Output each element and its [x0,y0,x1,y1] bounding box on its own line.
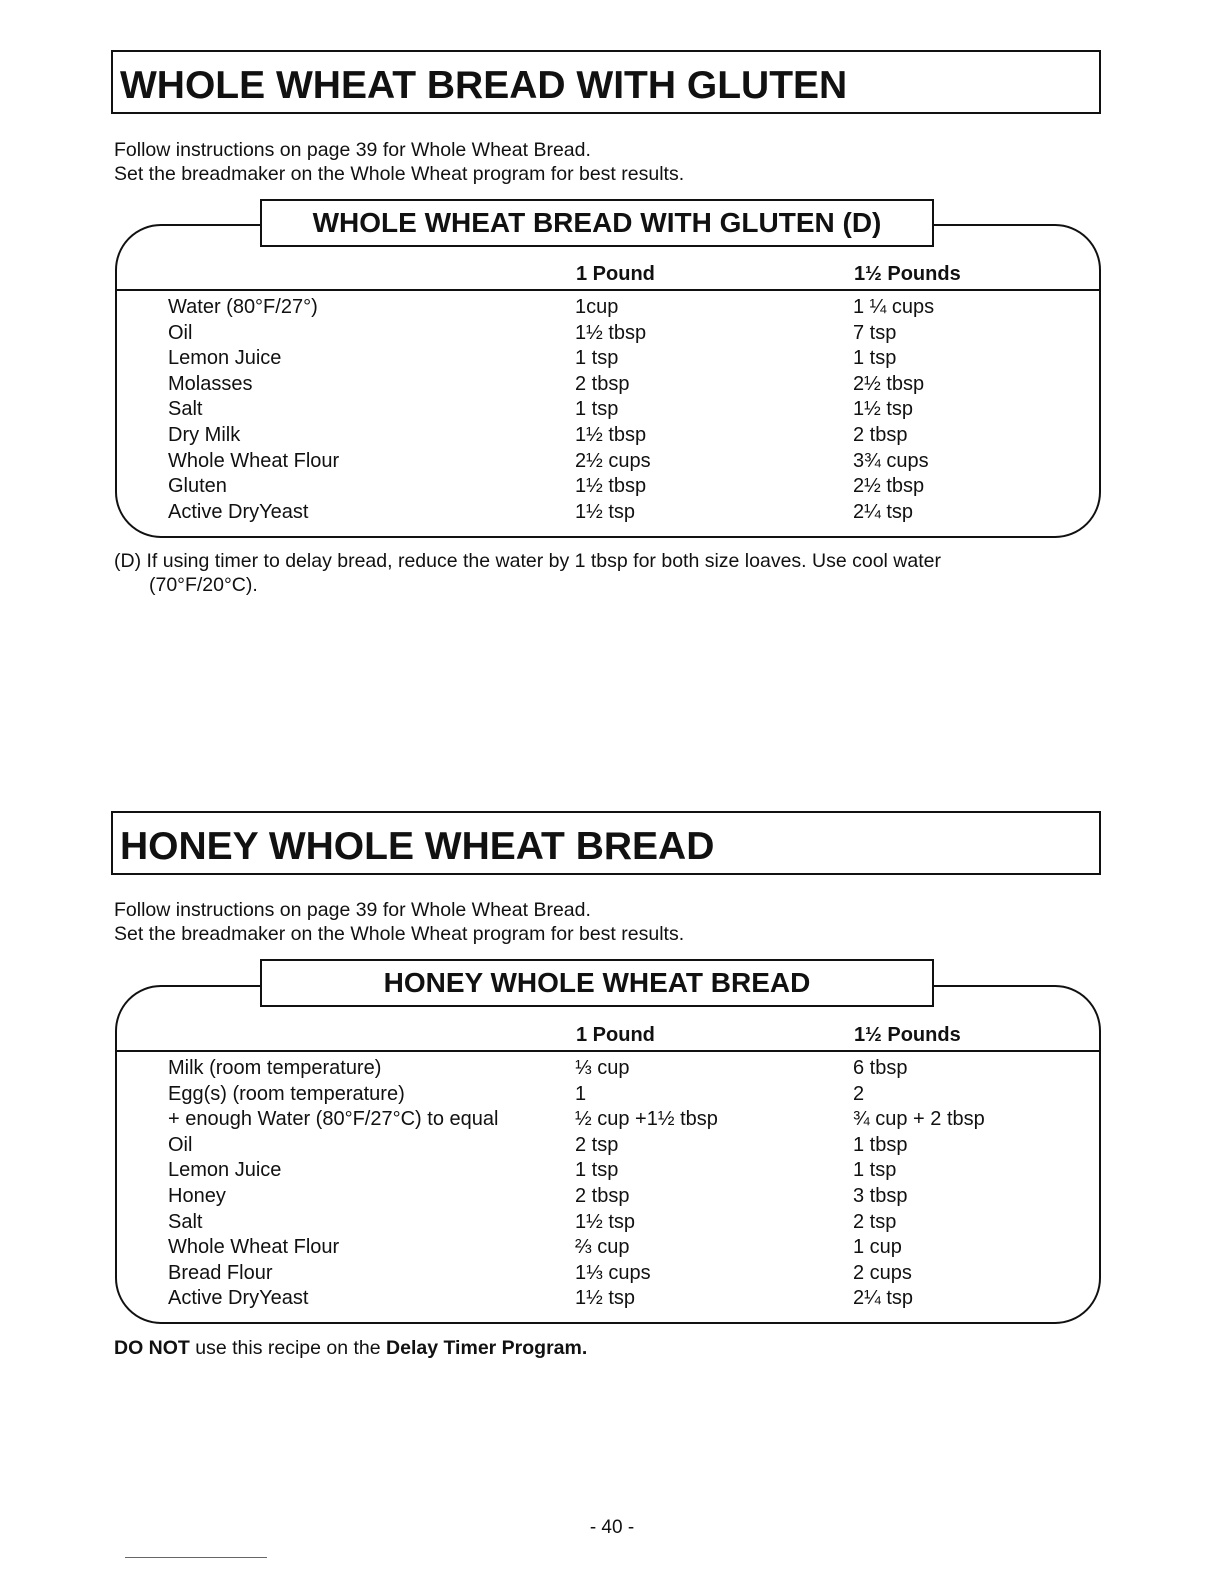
footnote-line2: (70°F/20°C). [149,574,258,596]
ingredient-row [0,423,1224,449]
qty-1-5-pounds: 2 cups [853,1261,912,1284]
ingredient: + enough Water (80°F/27°C) to equal [168,1108,499,1131]
section1-intro [114,138,684,186]
ingredient-row [0,1261,1224,1287]
qty-1-5-pounds: 2 [853,1082,865,1105]
ingredient-row [0,500,1224,526]
section2-col2-header: 1½ Pounds [854,1024,961,1046]
qty-1-5-pounds: 1 tsp [853,1159,897,1182]
qty-1-5-pounds: 2½ tbsp [853,372,925,395]
ingredient: Egg(s) (room temperature) [168,1082,405,1105]
qty-1-pound: 1½ tbsp [575,321,647,344]
ingredient-row [0,449,1224,475]
qty-1-pound: 2 tbsp [575,372,630,395]
qty-1-5-pounds: 7 tsp [853,321,897,344]
qty-1-pound: ⅓ cup [575,1057,630,1079]
page-number: - 40 - [589,1517,635,1538]
ingredient: Dry Milk [168,423,241,446]
section1-col2-header: 1½ Pounds [854,263,961,285]
qty-1-pound: 1⅓ cups [575,1261,651,1284]
section1-intro-line1: Follow instructions on page 39 for Whole Wheat Bread. [114,139,591,161]
qty-1-pound: 1cup [575,296,619,318]
qty-1-5-pounds: 1 cup [853,1236,902,1259]
ingredient: Salt [168,1210,203,1233]
ingredient-row [0,1235,1224,1261]
ingredient: Whole Wheat Flour [168,1236,340,1259]
delay-timer-warning [114,1337,587,1360]
section2-header-rule [115,1050,1101,1052]
ingredient: Whole Wheat Flour [168,449,340,472]
ingredient: Bread Flour [168,1261,273,1284]
qty-1-5-pounds: 3 tbsp [853,1184,908,1207]
ingredient-row [0,1158,1224,1184]
qty-1-pound: 2 tsp [575,1133,619,1156]
ingredient: Active DryYeast [168,500,309,523]
ingredient-row [0,1286,1224,1312]
qty-1-5-pounds: ¾ cup + 2 tbsp [853,1108,985,1131]
ingredient: Salt [168,398,203,421]
qty-1-5-pounds: 2 tbsp [853,423,908,446]
qty-1-pound: 1½ tsp [575,500,636,523]
warning-text: use this recipe on the [189,1337,387,1359]
section2-heading: HONEY WHOLE WHEAT BREAD [120,825,715,868]
ingredient: Gluten [168,475,227,498]
ingredient: Active DryYeast [168,1287,309,1310]
ingredient-row [0,321,1224,347]
qty-1-pound: 1½ tsp [575,1287,636,1310]
warning-emphasis: DO NOT [114,1337,190,1359]
section1-intro-line2: Set the breadmaker on the Whole Wheat program for best results. [114,163,685,185]
ingredient-row [0,474,1224,500]
ingredient: Molasses [168,372,253,395]
qty-1-pound: 1½ tbsp [575,475,647,498]
qty-1-5-pounds: 2¼ tsp [853,1287,914,1310]
ingredient-row [0,1107,1224,1133]
ingredient-row [0,397,1224,423]
qty-1-5-pounds: 2½ tbsp [853,475,925,498]
footnote-line1: (D) If using timer to delay bread, reduce the water by 1 tbsp for both size loaves. Use cool water [114,550,941,572]
qty-1-5-pounds: 2 tsp [853,1210,897,1233]
qty-1-5-pounds: 6 tbsp [853,1057,908,1079]
ingredient-row [0,1210,1224,1236]
qty-1-pound: ½ cup +1½ tbsp [575,1108,718,1131]
qty-1-pound: 2 tbsp [575,1184,630,1207]
section1-header-rule [115,289,1101,291]
ingredient: Honey [168,1184,226,1207]
ingredient: Lemon Juice [168,347,282,370]
section2-col1-header: 1 Pound [576,1024,655,1046]
qty-1-5-pounds: 1½ tsp [853,398,914,421]
qty-1-pound: 1½ tbsp [575,423,647,446]
warning-program-name: Delay Timer Program. [386,1337,588,1359]
qty-1-pound: 1 tsp [575,347,619,370]
section2-intro-line2: Set the breadmaker on the Whole Wheat program for best results. [114,923,685,945]
qty-1-pound: 1 tsp [575,398,619,421]
qty-1-pound: 2½ cups [575,449,651,472]
section1-col1-header: 1 Pound [576,263,655,285]
ingredient-row [0,372,1224,398]
section1-recipe-title: WHOLE WHEAT BREAD WITH GLUTEN (D) [260,199,934,247]
section2-intro-line1: Follow instructions on page 39 for Whole Wheat Bread. [114,899,591,921]
ingredient: Oil [168,1133,193,1156]
qty-1-5-pounds: 2¼ tsp [853,500,914,523]
section1-ingredient-list [0,295,1224,525]
ingredient-row [0,295,1224,321]
ingredient: Lemon Juice [168,1159,282,1182]
qty-1-5-pounds: 3¾ cups [853,449,929,472]
section2-title-box [111,811,1101,875]
ingredient-row [0,1082,1224,1108]
section2-intro [114,898,684,946]
qty-1-5-pounds: 1 tsp [853,347,897,370]
qty-1-5-pounds: 1 tbsp [853,1133,908,1156]
qty-1-5-pounds: 1 ¼ cups [853,296,935,318]
qty-1-pound: 1½ tsp [575,1210,636,1233]
qty-1-pound: 1 tsp [575,1159,619,1182]
section1-title-box [111,50,1101,114]
ingredient: Oil [168,321,193,344]
qty-1-pound: ⅔ cup [575,1236,630,1259]
section2-ingredient-list [0,1056,1224,1312]
section1-footnote [114,549,1074,597]
bottom-rule [125,1557,267,1558]
ingredient-row [0,346,1224,372]
ingredient: Water (80°F/27°) [168,296,318,318]
ingredient-row [0,1133,1224,1159]
qty-1-pound: 1 [575,1082,587,1105]
ingredient-row [0,1056,1224,1082]
section1-heading: WHOLE WHEAT BREAD WITH GLUTEN [120,64,848,107]
ingredient-row [0,1184,1224,1210]
section2-recipe-title: HONEY WHOLE WHEAT BREAD [260,959,934,1007]
ingredient: Milk (room temperature) [168,1057,382,1079]
